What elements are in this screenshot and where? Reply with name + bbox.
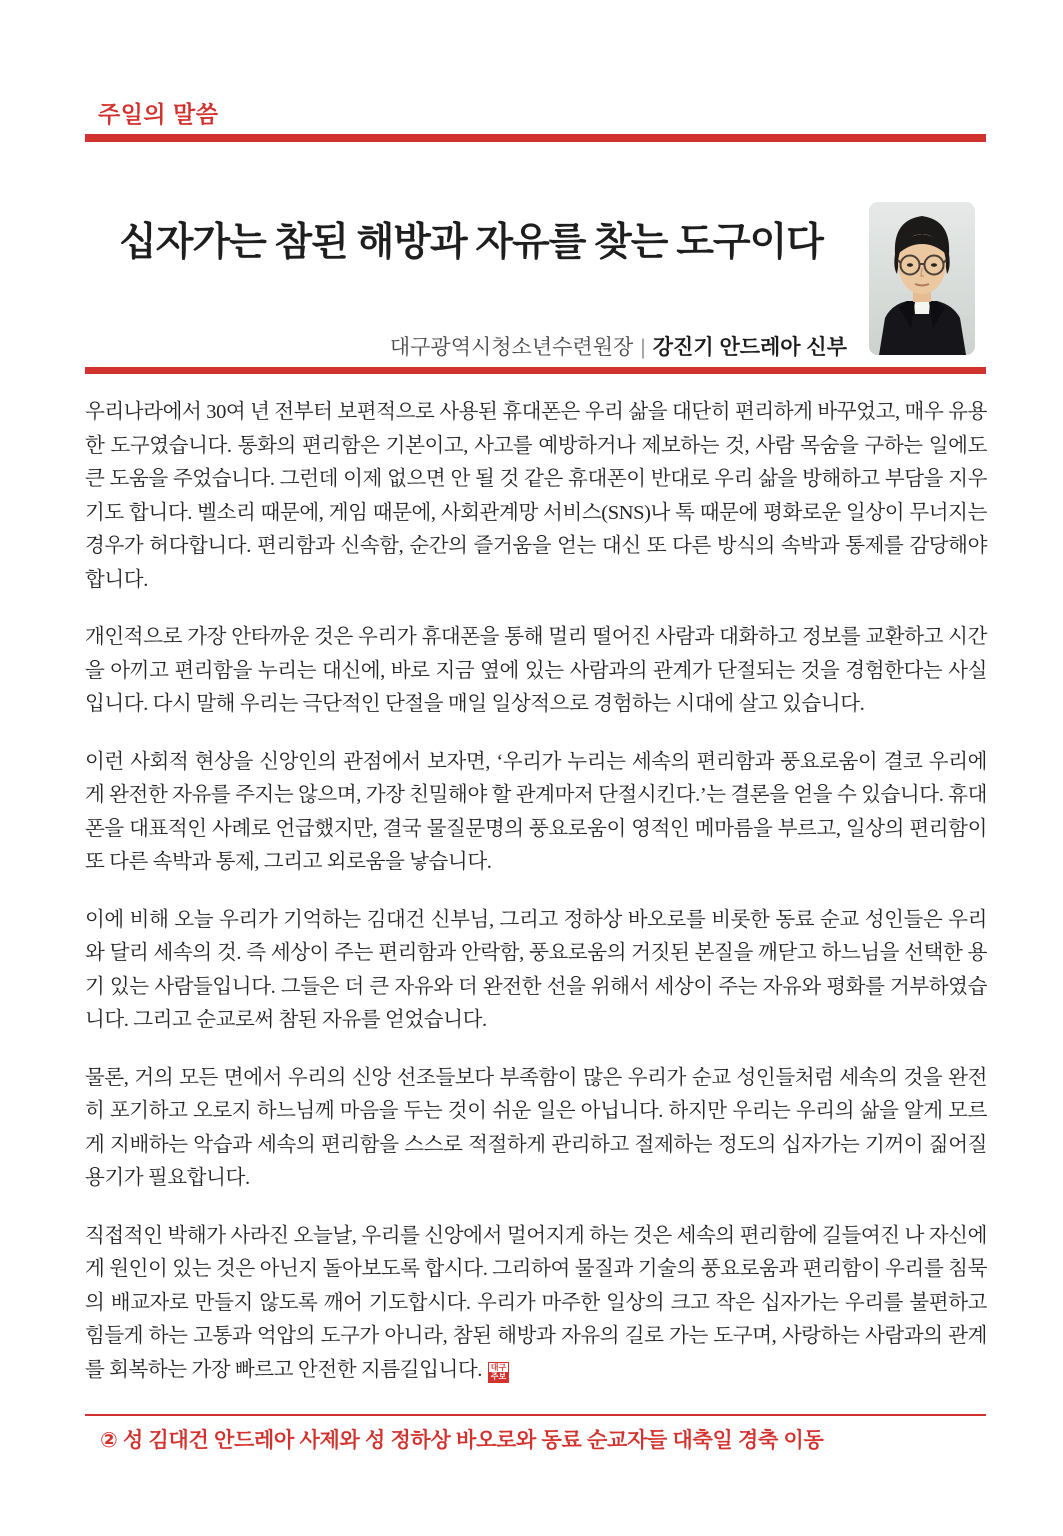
paragraph-text: 직접적인 박해가 사라진 오늘날, 우리를 신앙에서 멀어지게 하는 것은 세속의 편리함에 길들여진 나 자신에게 원인이 있는 것은 아닌지 돌아보도록 합시다. 그리하여 물질과 기술의 풍요로움과 편리함이 우리를 침묵의 배교자로 만들지 않도록 깨어 기도합시다. 우리가 마주한 일상의 크고 작은 십자가는 우리를 불편하고 힘들게 하는 고통과 억압의 도구가 아니라, 참된 해방과 자유의 길로 가는 도구며, 사랑하는 사람과의 관계를 회복하는 가장 빠르고 안전한 지름길입니다. bbox=[85, 1224, 987, 1381]
paragraph: 이런 사회적 현상을 신앙인의 관점에서 보자면, ‘우리가 누리는 세속의 편리함과 풍요로움이 결코 우리에게 완전한 자유를 주지는 않으며, 가장 친밀해야 할 관계마저 단절시킨다.’는 결론을 얻을 수 있습니다. 휴대폰을 대표적인 사례로 언급했지만, 결국 물질문명의 풍요로움이 영적인 메마름을 부르고, 일상의 편리함이 또 다른 속박과 통제, 그리고 외로움을 낳습니다. bbox=[85, 750, 987, 873]
priest-portrait-illustration bbox=[869, 202, 975, 355]
footer-rule bbox=[85, 1414, 986, 1416]
seal-line2: 주보 bbox=[488, 1372, 509, 1383]
paragraph bbox=[85, 1220, 987, 1388]
footer-notice: ② 성 김대건 안드레아 사제와 성 정하상 바오로와 동료 순교자들 대축일 경축 이동 bbox=[100, 1429, 824, 1452]
article-body bbox=[85, 396, 987, 1387]
byline-author: 강진기 안드레아 신부 bbox=[652, 336, 847, 359]
bulletin-end-seal-icon bbox=[488, 1362, 509, 1383]
paragraph: 이에 비해 오늘 우리가 기억하는 김대건 신부님, 그리고 정하상 바오로를 비롯한 동료 순교 성인들은 우리와 달리 세속의 것. 즉 세상이 주는 편리함과 안락함, 풍요로움의 거짓된 본질을 깨닫고 하느님을 선택한 용기 있는 사람들입니다. 그들은 더 큰 자유와 더 완전한 선을 위해서 세상이 주는 자유와 평화를 거부하였습니다. 그리고 순교로써 참된 자유를 얻었습니다. bbox=[85, 908, 987, 1031]
page-title: 십자가는 참된 해방과 자유를 찾는 도구이다 bbox=[119, 221, 823, 264]
seal-line1: 대구 bbox=[488, 1362, 509, 1372]
byline-separator: | bbox=[640, 336, 646, 359]
paragraph: 개인적으로 가장 안타까운 것은 우리가 휴대폰을 통해 멀리 떨어진 사람과 대화하고 정보를 교환하고 시간을 아끼고 편리함을 누리는 대신에, 바로 지금 옆에 있는 사람과의 관계가 단절되는 것을 경험한다는 사실입니다. 다시 말해 우리는 극단적인 단절을 매일 일상적으로 경험하는 시대에 살고 있습니다. bbox=[85, 626, 987, 715]
header-rule bbox=[85, 134, 986, 142]
paragraph: 물론, 거의 모든 면에서 우리의 신앙 선조들보다 부족함이 많은 우리가 순교 성인들처럼 세속의 것을 완전히 포기하고 오로지 하느님께 마음을 두는 것이 쉬운 일은 아닙니다. 하지만 우리는 우리의 삶을 알게 모르게 지배하는 악습과 세속의 편리함을 스스로 적절하게 관리하고 절제하는 정도의 십자가는 기꺼이 짊어질 용기가 필요합니다. bbox=[85, 1066, 987, 1189]
author-photo bbox=[869, 202, 975, 355]
byline-affiliation: 대구광역시청소년수련원장 bbox=[389, 336, 634, 359]
byline bbox=[85, 331, 847, 361]
section-label: 주일의 말씀 bbox=[98, 101, 219, 127]
title-wrap bbox=[85, 220, 857, 267]
byline-rule bbox=[85, 367, 986, 374]
paragraph: 우리나라에서 30여 년 전부터 보편적으로 사용된 휴대폰은 우리 삶을 대단히 편리하게 바꾸었고, 매우 유용한 도구였습니다. 통화의 편리함은 기본이고, 사고를 예방하거나 제보하는 것, 사람 목숨을 구하는 일에도 큰 도움을 주었습니다. 그런데 이제 없으면 안 될 것 같은 휴대폰이 반대로 우리 삶을 방해하고 부담을 지우기도 합니다. 벨소리 때문에, 게임 때문에, 사회관계망 서비스(SNS)나 톡 때문에 평화로운 일상이 무너지는 경우가 허다합니다. 편리함과 신속함, 순간의 즐거움을 얻는 대신 또 다른 방식의 속박과 통제를 감당해야 합니다. bbox=[85, 401, 987, 591]
